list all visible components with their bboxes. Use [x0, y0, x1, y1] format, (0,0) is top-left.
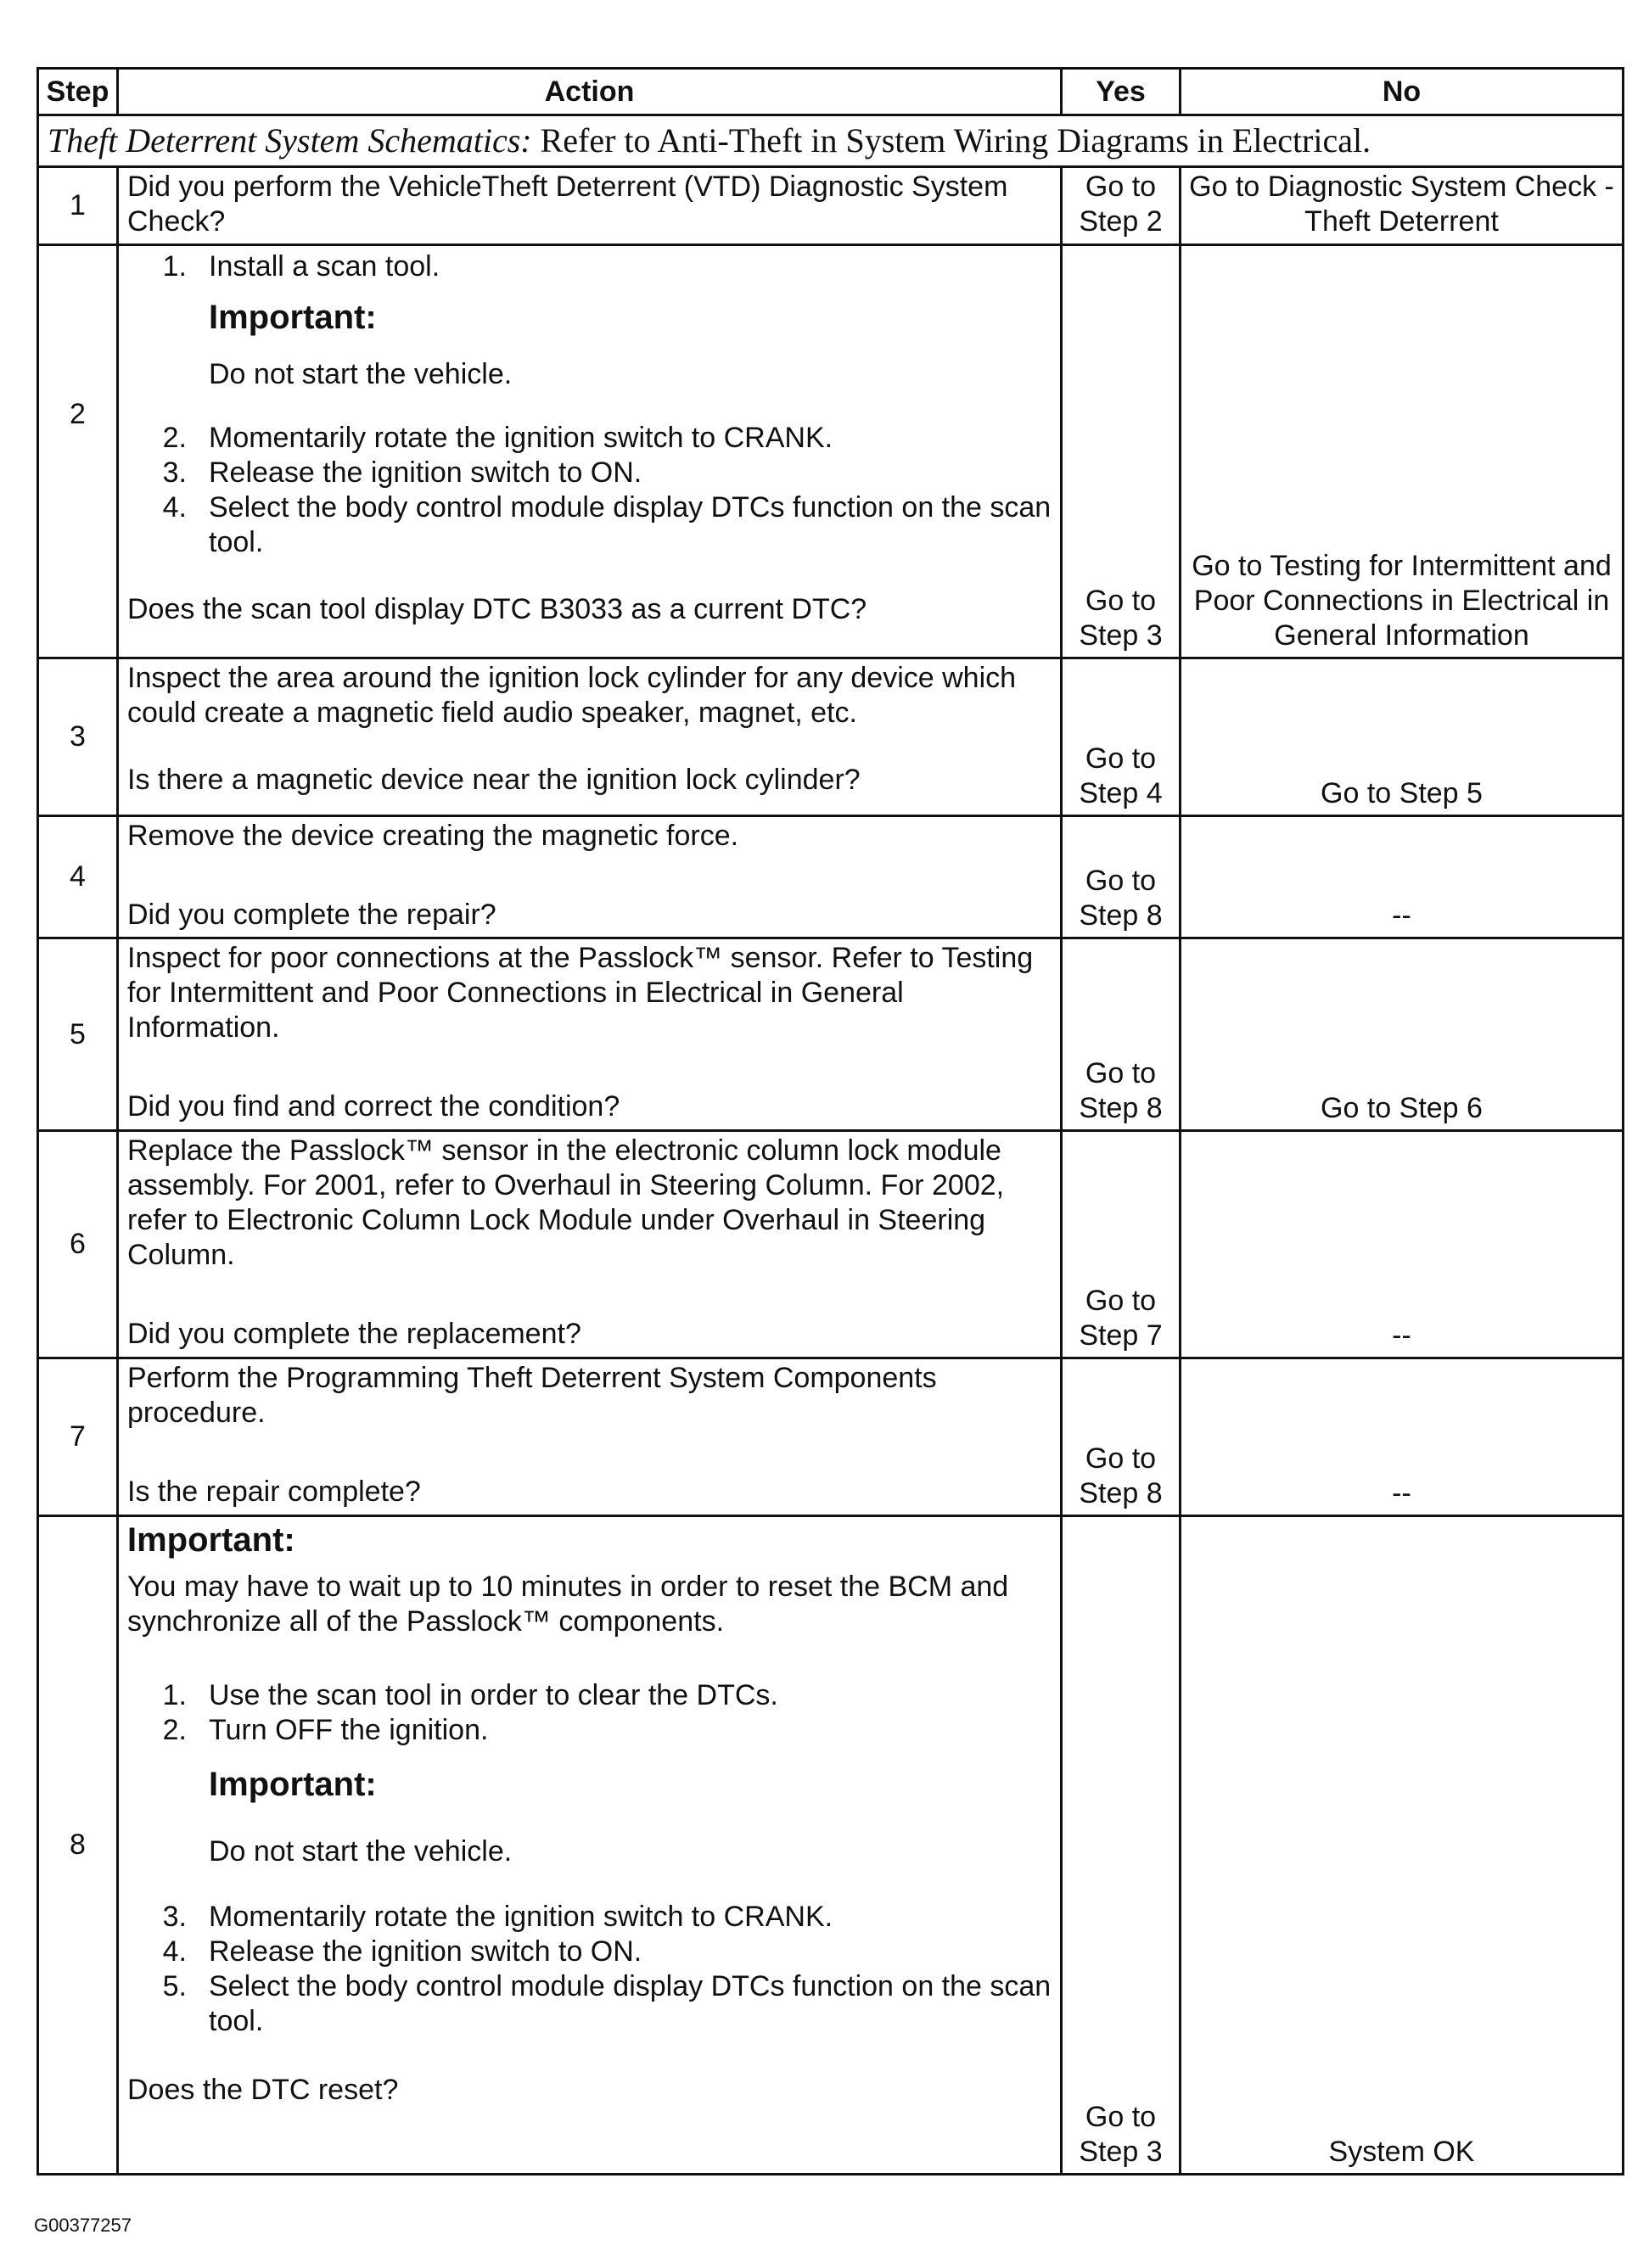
list-text: Release the ignition switch to ON.: [209, 456, 642, 489]
step-number: 5: [38, 938, 118, 1131]
list-item: [127, 1678, 1055, 1713]
yes-cell: Go to Step 3: [1062, 245, 1181, 658]
action-text: Inspect for poor connections at the Passlock™ sensor. Refer to Testing for Intermittent and Poor Connections in Electrical in General Information.: [127, 942, 1034, 1044]
yes-cell: Go to Step 8: [1062, 1358, 1181, 1516]
diagnostic-table: [36, 67, 1624, 2176]
list-item: [127, 1900, 1055, 1935]
yes-cell: Go to Step 3: [1062, 1516, 1181, 2175]
step-number: 8: [38, 1516, 118, 2175]
list-number: 2.: [162, 422, 187, 454]
step-number: 1: [38, 167, 118, 245]
list-text: Install a scan tool.: [209, 250, 440, 283]
action-text: Perform the Programming Theft Deterrent System Components procedure.: [127, 1362, 937, 1429]
list-item: [127, 1969, 1055, 2039]
action-cell: [118, 1131, 1062, 1358]
table-row: [38, 245, 1624, 658]
schematics-row: [38, 115, 1624, 167]
header-no: No: [1181, 69, 1624, 115]
question-text: Is there a magnetic device near the ignition lock cylinder?: [127, 764, 861, 796]
important-heading: Important:: [209, 1766, 377, 1803]
yes-cell: Go to Step 7: [1062, 1131, 1181, 1358]
yes-cell: Go to Step 2: [1062, 167, 1181, 245]
question-text: Did you find and correct the condition?: [127, 1090, 620, 1123]
action-text: Did you perform the VehicleTheft Deterrent (VTD) Diagnostic System Check?: [118, 167, 1062, 245]
step-number: 3: [38, 658, 118, 816]
list-number: 2.: [162, 1714, 187, 1746]
no-cell: Go to Step 6: [1181, 938, 1624, 1131]
no-cell: --: [1181, 1358, 1624, 1516]
table-row: [38, 816, 1624, 938]
step-number: 4: [38, 816, 118, 938]
table-row: [38, 658, 1624, 816]
list-number: 5.: [162, 1970, 187, 2002]
question-text: Is the repair complete?: [127, 1476, 421, 1508]
schematics-text: Refer to Anti-Theft in System Wiring Diagrams in Electrical.: [540, 121, 1371, 160]
yes-cell: Go to Step 8: [1062, 816, 1181, 938]
important-note: Do not start the vehicle.: [209, 358, 513, 390]
step-number: 2: [38, 245, 118, 658]
list-text: Use the scan tool in order to clear the DTCs.: [209, 1679, 778, 1711]
list-item: [127, 421, 1055, 456]
question-text: Does the DTC reset?: [127, 2074, 399, 2106]
important-heading: Important:: [127, 1521, 295, 1559]
list-number: 4.: [162, 491, 187, 524]
no-cell: Go to Diagnostic System Check - Theft Deterrent: [1181, 167, 1624, 245]
no-cell: Go to Step 5: [1181, 658, 1624, 816]
list-item: [127, 456, 1055, 490]
table-row: [38, 938, 1624, 1131]
question-text: Did you complete the replacement?: [127, 1318, 581, 1350]
table-row: [38, 1131, 1624, 1358]
step-number: 7: [38, 1358, 118, 1516]
header-row: [38, 69, 1624, 115]
action-cell: [118, 1358, 1062, 1516]
important-note: Do not start the vehicle.: [209, 1835, 513, 1868]
question-text: Does the scan tool display DTC B3033 as a current DTC?: [127, 593, 867, 625]
header-action: Action: [118, 69, 1062, 115]
yes-cell: Go to Step 4: [1062, 658, 1181, 816]
list-item: [127, 1713, 1055, 1748]
no-cell: --: [1181, 816, 1624, 938]
action-text: Replace the Passlock™ sensor in the electronic column lock module assembly. For 2001, refer to Overhaul in Steering Column. For 2002, refer to Electronic Column Lock Module under Overhaul in Steering Column.: [127, 1134, 1005, 1271]
action-cell: [118, 658, 1062, 816]
important-heading: Important:: [209, 299, 377, 336]
no-cell: System OK: [1181, 1516, 1624, 2175]
question-text: Did you complete the repair?: [127, 899, 496, 931]
list-text: Turn OFF the ignition.: [209, 1714, 489, 1746]
list-text: Momentarily rotate the ignition switch to CRANK.: [209, 422, 833, 454]
list-number: 3.: [162, 1901, 187, 1933]
important-note: You may have to wait up to 10 minutes in order to reset the BCM and synchronize all of the Passlock™ components.: [127, 1571, 1009, 1638]
list-number: 4.: [162, 1935, 187, 1968]
no-cell: Go to Testing for Intermittent and Poor Connections in Electrical in General Information: [1181, 245, 1624, 658]
list-text: Select the body control module display DTCs function on the scan tool.: [209, 1970, 1052, 2037]
table-row: [38, 167, 1624, 245]
no-cell: --: [1181, 1131, 1624, 1358]
action-text: Remove the device creating the magnetic force.: [127, 820, 739, 852]
action-cell: [118, 816, 1062, 938]
step-number: 6: [38, 1131, 118, 1358]
list-number: 1.: [162, 250, 187, 283]
diagnostic-table-sheet: [36, 67, 1622, 2176]
schematics-lead: Theft Deterrent System Schematics:: [48, 121, 532, 160]
list-item: [127, 249, 1055, 284]
action-cell: [118, 1516, 1062, 2175]
figure-id: G00377257: [34, 2215, 132, 2236]
table-row: [38, 1516, 1624, 2175]
list-text: Release the ignition switch to ON.: [209, 1935, 642, 1968]
action-cell: [118, 938, 1062, 1131]
list-item: [127, 490, 1055, 560]
table-row: [38, 1358, 1624, 1516]
list-text: Select the body control module display DTCs function on the scan tool.: [209, 491, 1052, 558]
list-text: Momentarily rotate the ignition switch to CRANK.: [209, 1901, 833, 1933]
list-item: [127, 1935, 1055, 1969]
header-step: Step: [38, 69, 118, 115]
yes-cell: Go to Step 8: [1062, 938, 1181, 1131]
list-number: 3.: [162, 456, 187, 489]
list-number: 1.: [162, 1679, 187, 1711]
header-yes: Yes: [1062, 69, 1181, 115]
action-text: Inspect the area around the ignition lock cylinder for any device which could create a magnetic field audio speaker, magnet, etc.: [127, 662, 1017, 729]
action-cell: [118, 245, 1062, 658]
